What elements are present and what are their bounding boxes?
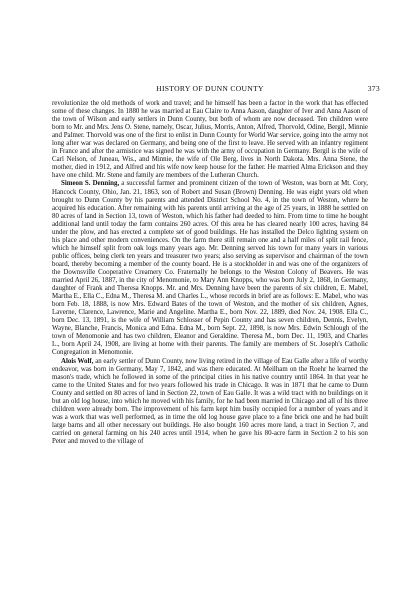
biography-name: Simeon S. Denning,: [61, 180, 120, 188]
paragraph-text: an early settler of Dunn County, now living retired in the village of Eau Galle after a life of worthy endeavor, was born in Germany, May 7, 1842, and was there educated. At Meilham on the Roehr he learned the mason's trade, which he followed in some of the principal cities in his native country until 1864. In that year he came to the United States and for two years followed his trade in Chicago. It was in 1871 that he came to Dunn County and settled on 80 acres of land in Section 22, town of Eau Galle. It was a wild tract with no buildings on it but an old log house, into which he moved with his family, for he had been married in Chicago and all of his three children were already born. The improvement of his farm kept him busily occupied for a number of years and it was a work that was well performed, as in time the old log house gave place to a fine brick one and he had built large barns and all other necessary out buildings. He also bought 160 acres more land, a tract in Section 7, and carried on general farming on his 240 acres until 1914, when he gave his 80-acre farm in Section 2 to his son Peter and moved to the village of: [52, 357, 368, 445]
paragraph-stene-continuation: [52, 100, 368, 180]
paragraph-text: revolutionize the old methods of work and travel; and he himself has been a factor in the work that has effected some of these changes. In 1880 he was married at Eau Claire to Anna Aason, daughter of Iver and Anna Aason of the town of Wilson and early settlers in Dunn County, but both of whom are now deceased. Ten children were born to Mr. and Mrs. Jens O. Stene, namely, Oscar, Julius, Morris, Anton, Alfred, Thorvold, Odine, Bergil, Minnie and Palmer. Thorvold was one of the first to enlist in Dunn County for World War service, going into the army not long after war was declared on Germany, and being one of the first to leave. He served with an infantry regiment in France and after the armistice was signed he was with the army of occupation in Germany. Bergil is the wife of Carl Nelson, of Juneau, Wis., and Minnie, the wife of Ole Berg, lives in North Dakota. Mrs. Anna Stene, the mother, died in 1912, and Alfred and his wife now keep house for the father. He married Alma Erickson and they have one child. Mr. Stene and family are members of the Lutheran Church.: [52, 100, 368, 180]
body-text: [52, 100, 368, 446]
page-header: [0, 84, 420, 96]
biography-denning: [52, 180, 368, 357]
running-head: HISTORY OF DUNN COUNTY: [156, 84, 264, 93]
biography-wolf: [52, 358, 368, 447]
paragraph-text: a successful farmer and prominent citizen of the town of Weston, was born at Mt. Cory, Hancock County, Ohio, Jan. 21, 1863, son of Robert and Susan (Brown) Denning. He was eight years old when brought to Dunn County by his parents and attended District School No. 4, in the town of Weston, where he acquired his education. After remaining with his parents until arriving at the age of 25 years, in 1888 he settled on 80 acres of land in Section 13, town of Weston, which his father had deeded to him. From time to time he bought additional land until today the farm contains 260 acres. Of this area he has cleared nearly 100 acres, having 84 under the plow, and has erected a complete set of good buildings. He has installed the Delco lighting system on his place and other modern conveniences. On the farm there still remain one and a half miles of split rail fence, which he himself split from oak logs many years ago. Mr. Denning served his town for many years in various public offices, being clerk ten years and treasurer two years; also serving as supervisor and chairman of the town board, thereby becoming a member of the county board. He is a stockholder in and was one of the organizers of the Downsville Cooperative Creamery Co. Fraternally he belongs to the Weston Colony of Beavers. He was married April 26, 1887, in the city of Menomonie, to Mary Ann Knopps, who was born July 2, 1868, in Germany, daughter of Frank and Theresa Knopps. Mr. and Mrs. Denning have been the parents of six children, E. Mabel, Martha E., Ella C., Edna M., Theresa M. and Charles L., whose records in brief are as follows: E. Mabel, who was born Feb. 18, 1888, is now Mrs. Edward Bates of the town of Weston, and the mother of six children, Agnes, Laverne, Clarence, Lawrence, Marie and Angeline. Martha E., born Nov. 22, 1889, died Nov. 24, 1908. Ella C., born Dec. 13, 1891, is the wife of William Schlosser of Pepin County and has seven children, Dennis, Evelyn, Wayne, Blanche, Francis, Monica and Edna. Edna M., born Sept. 22, 1898, is now Mrs. Edwin Schlough of the town of Menomonie and has two children, Eleanor and Geraldine. Theresa M., born Dec. 11, 1903, and Charles L., born April 24, 1908, are living at home with their parents. The family are members of St. Joseph's Catholic Congregation in Menomonie.: [52, 180, 368, 357]
biography-name: Alois Wolf,: [61, 357, 94, 365]
page-number: 373: [367, 84, 380, 93]
